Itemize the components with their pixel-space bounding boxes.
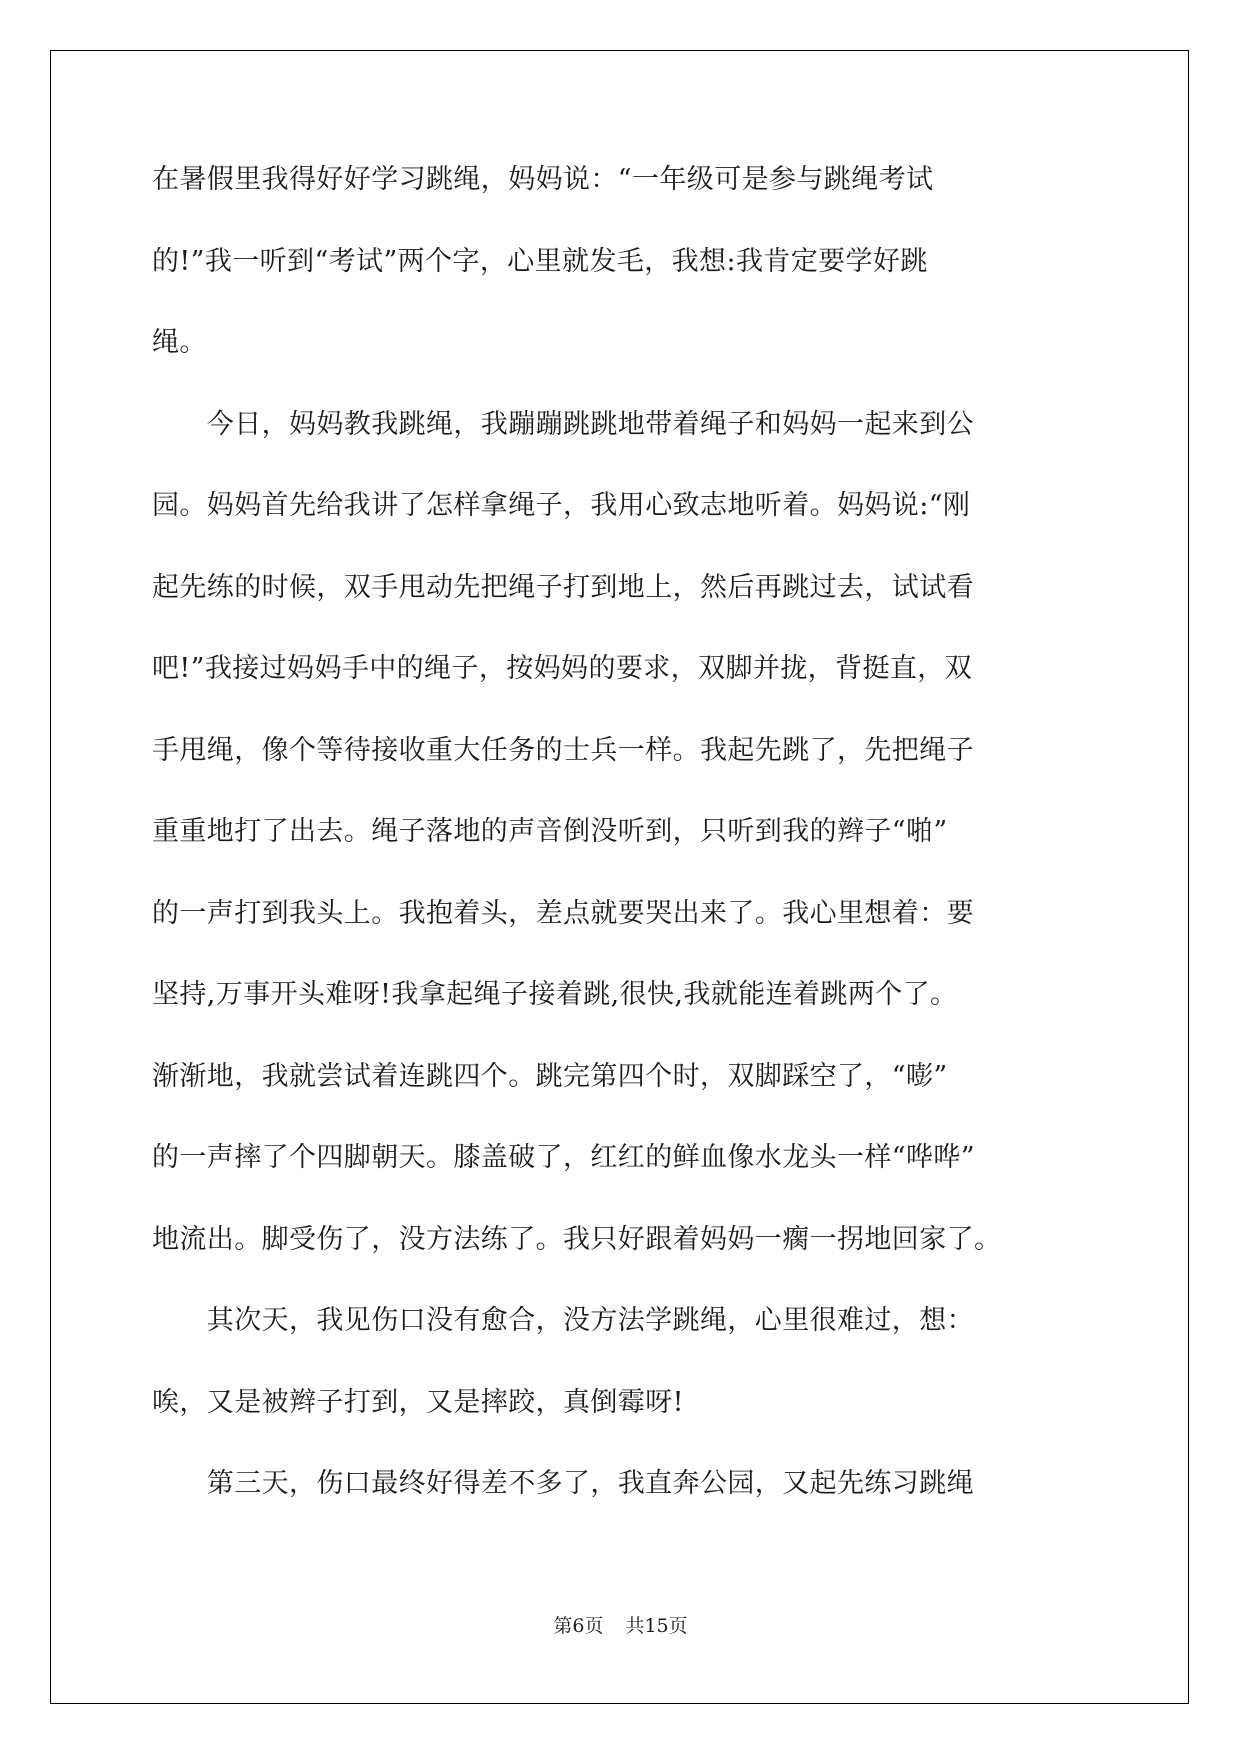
text-line: 第三天，伤口最终好得差不多了，我直奔公园，又起先练习跳绳 (152, 1468, 974, 1499)
text-line: 在暑假里我得好好学习跳绳，妈妈说：“一年级可是参与跳绳考试 (152, 164, 934, 195)
text-line: 手甩绳，像个等待接收重大任务的士兵一样。我起先跳了，先把绳子 (152, 734, 974, 766)
text-line: 其次天，我见伤口没有愈合，没方法学跳绳，心里很难过，想： (152, 1305, 974, 1336)
text-line: 唉，又是被辫子打到，又是摔跤，真倒霉呀! (152, 1386, 684, 1418)
page-number: 第6页 (553, 1615, 604, 1637)
text-line: 渐渐地，我就尝试着连跳四个。跳完第四个时，双脚踩空了，“嘭” (152, 1060, 948, 1092)
text-line: 坚持,万事开头难呀!我拿起绳子接着跳,很快,我就能连着跳两个了。 (152, 979, 958, 1010)
body-text (152, 160, 1092, 1546)
text-line: 地流出。脚受伤了，没方法练了。我只好跟着妈妈一瘸一拐地回家了。 (152, 1223, 1002, 1255)
text-line: 吧!”我接过妈妈手中的绳子，按妈妈的要求，双脚并拢，背挺直，双 (152, 653, 973, 684)
text-line: 的一声打到我头上。我抱着头，差点就要哭出来了。我心里想着：要 (152, 897, 974, 929)
page-footer (0, 1614, 1241, 1638)
text-line: 重重地打了出去。绳子落地的声音倒没听到，只听到我的辫子“啪” (152, 816, 948, 847)
text-line: 的!”我一听到“考试”两个字，心里就发毛，我想:我肯定要学好跳 (152, 245, 928, 277)
page-total: 共15页 (625, 1615, 688, 1637)
text-line: 绳。 (152, 327, 207, 358)
text-line: 的一声摔了个四脚朝天。膝盖破了，红红的鲜血像水龙头一样“哗哗” (152, 1142, 976, 1173)
text-line: 园。妈妈首先给我讲了怎样拿绳子，我用心致志地听着。妈妈说:“刚 (152, 490, 971, 521)
text-line: 起先练的时候，双手甩动先把绳子打到地上，然后再跳过去，试试看 (152, 571, 974, 603)
text-line: 今日，妈妈教我跳绳，我蹦蹦跳跳地带着绳子和妈妈一起来到公 (152, 408, 974, 440)
